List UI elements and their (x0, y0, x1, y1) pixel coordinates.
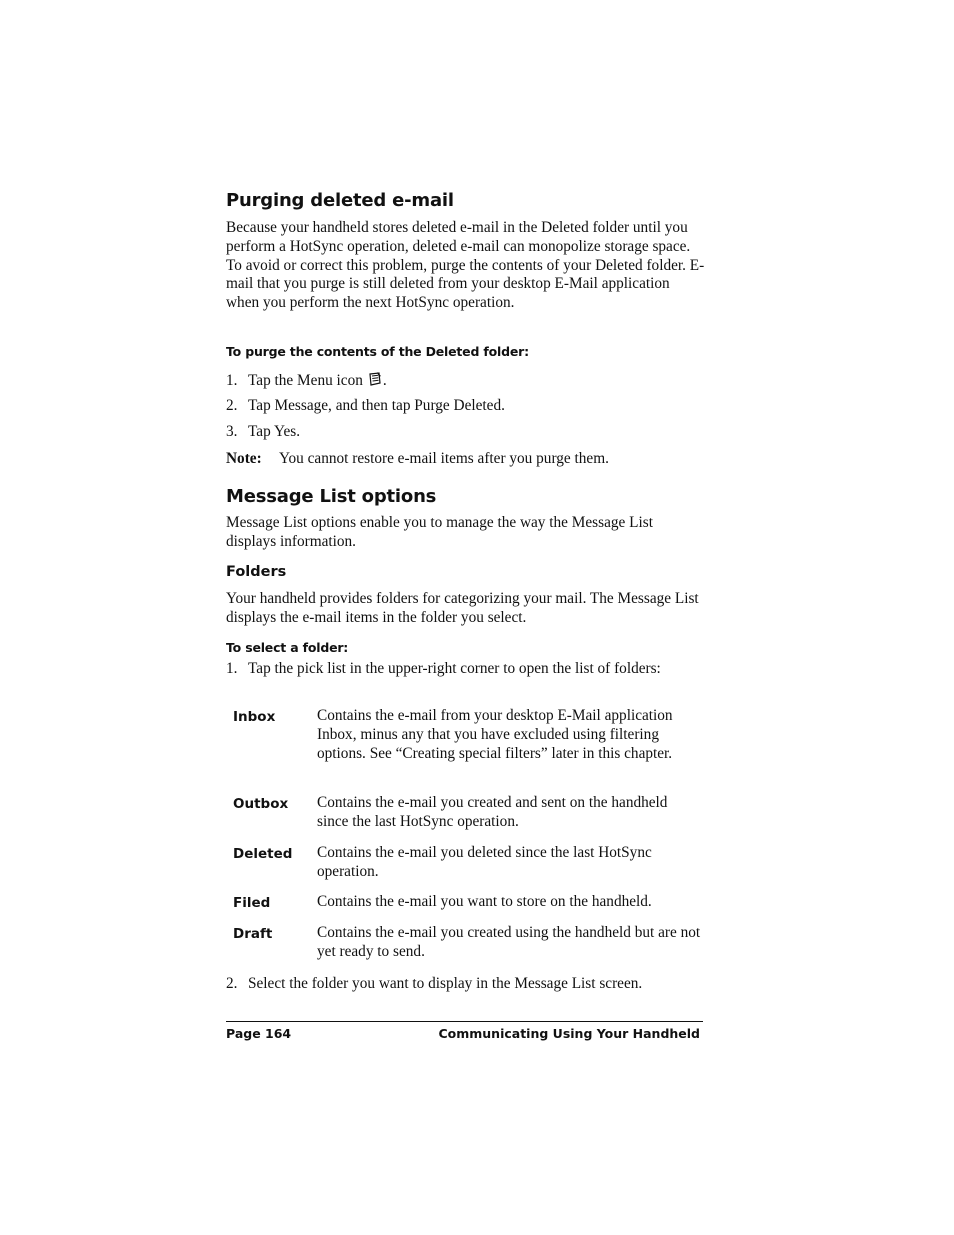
folders-intro-paragraph: Your handheld provides folders for categorizing your mail. The Message List displays the e-mail items in the folder you select. (226, 590, 699, 626)
select-step-1 (226, 660, 661, 679)
note-label: Note: (226, 450, 262, 467)
step-suffix: . (382, 372, 387, 389)
folder-desc-outbox: Contains the e-mail you created and sent on the handheld since the last HotSync operation. (317, 794, 668, 830)
procedure-title-purge: To purge the contents of the Deleted folder: (226, 344, 529, 359)
folder-term-outbox: Outbox (233, 796, 289, 812)
purge-step-2 (226, 397, 505, 416)
folder-desc-deleted: Contains the e-mail you deleted since the last HotSync operation. (317, 844, 652, 880)
note (226, 450, 609, 469)
step-text: Tap the pick list in the upper-right corner to open the list of folders: (248, 660, 661, 677)
footer-rule (226, 1021, 703, 1022)
procedure-title-select-folder: To select a folder: (226, 640, 349, 655)
folder-term-filed: Filed (233, 895, 271, 911)
folder-term-inbox: Inbox (233, 709, 276, 725)
select-step-2 (226, 975, 642, 994)
purge-step-3 (226, 423, 300, 442)
step-number: 3. (226, 423, 238, 440)
section-title-purging: Purging deleted e-mail (226, 190, 454, 211)
folder-term-deleted: Deleted (233, 846, 293, 862)
purge-step-1 (226, 371, 387, 391)
section-title-message-list-options: Message List options (226, 486, 437, 507)
footer-page-number: Page 164 (226, 1026, 292, 1041)
step-number: 2. (226, 397, 238, 414)
step-text: Tap Yes. (248, 423, 301, 440)
step-text: Tap Message, and then tap Purge Deleted. (248, 397, 505, 414)
menu-icon (367, 371, 383, 387)
folder-desc-filed: Contains the e-mail you want to store on the handheld. (317, 893, 652, 910)
step-number: 1. (226, 372, 238, 389)
message-list-intro-paragraph: Message List options enable you to manage the way the Message List displays information. (226, 514, 653, 550)
step-number: 1. (226, 660, 238, 677)
footer-chapter-title: Communicating Using Your Handheld (438, 1026, 700, 1041)
folder-desc-draft: Contains the e-mail you created using the handheld but are not yet ready to send. (317, 924, 701, 960)
step-text: Select the folder you want to display in the Message List screen. (248, 975, 643, 992)
folder-term-draft: Draft (233, 926, 273, 942)
folder-desc-inbox: Contains the e-mail from your desktop E-Mail application Inbox, minus any that you have excluded using filtering options. See “Creating special filters” later in this chapter. (317, 707, 673, 762)
purging-intro-paragraph: Because your handheld stores deleted e-mail in the Deleted folder until you perform a HotSync operation, deleted e-mail can monopolize storage space. To avoid or correct this problem, purge the contents of your Deleted folder. E-mail that you purge is still deleted from your desktop E-Mail application when you perform the next HotSync operation. (226, 219, 705, 312)
step-number: 2. (226, 975, 238, 992)
step-text: Tap the Menu icon (248, 372, 363, 389)
subsection-title-folders: Folders (226, 564, 287, 580)
note-text: You cannot restore e-mail items after you purge them. (279, 450, 609, 467)
